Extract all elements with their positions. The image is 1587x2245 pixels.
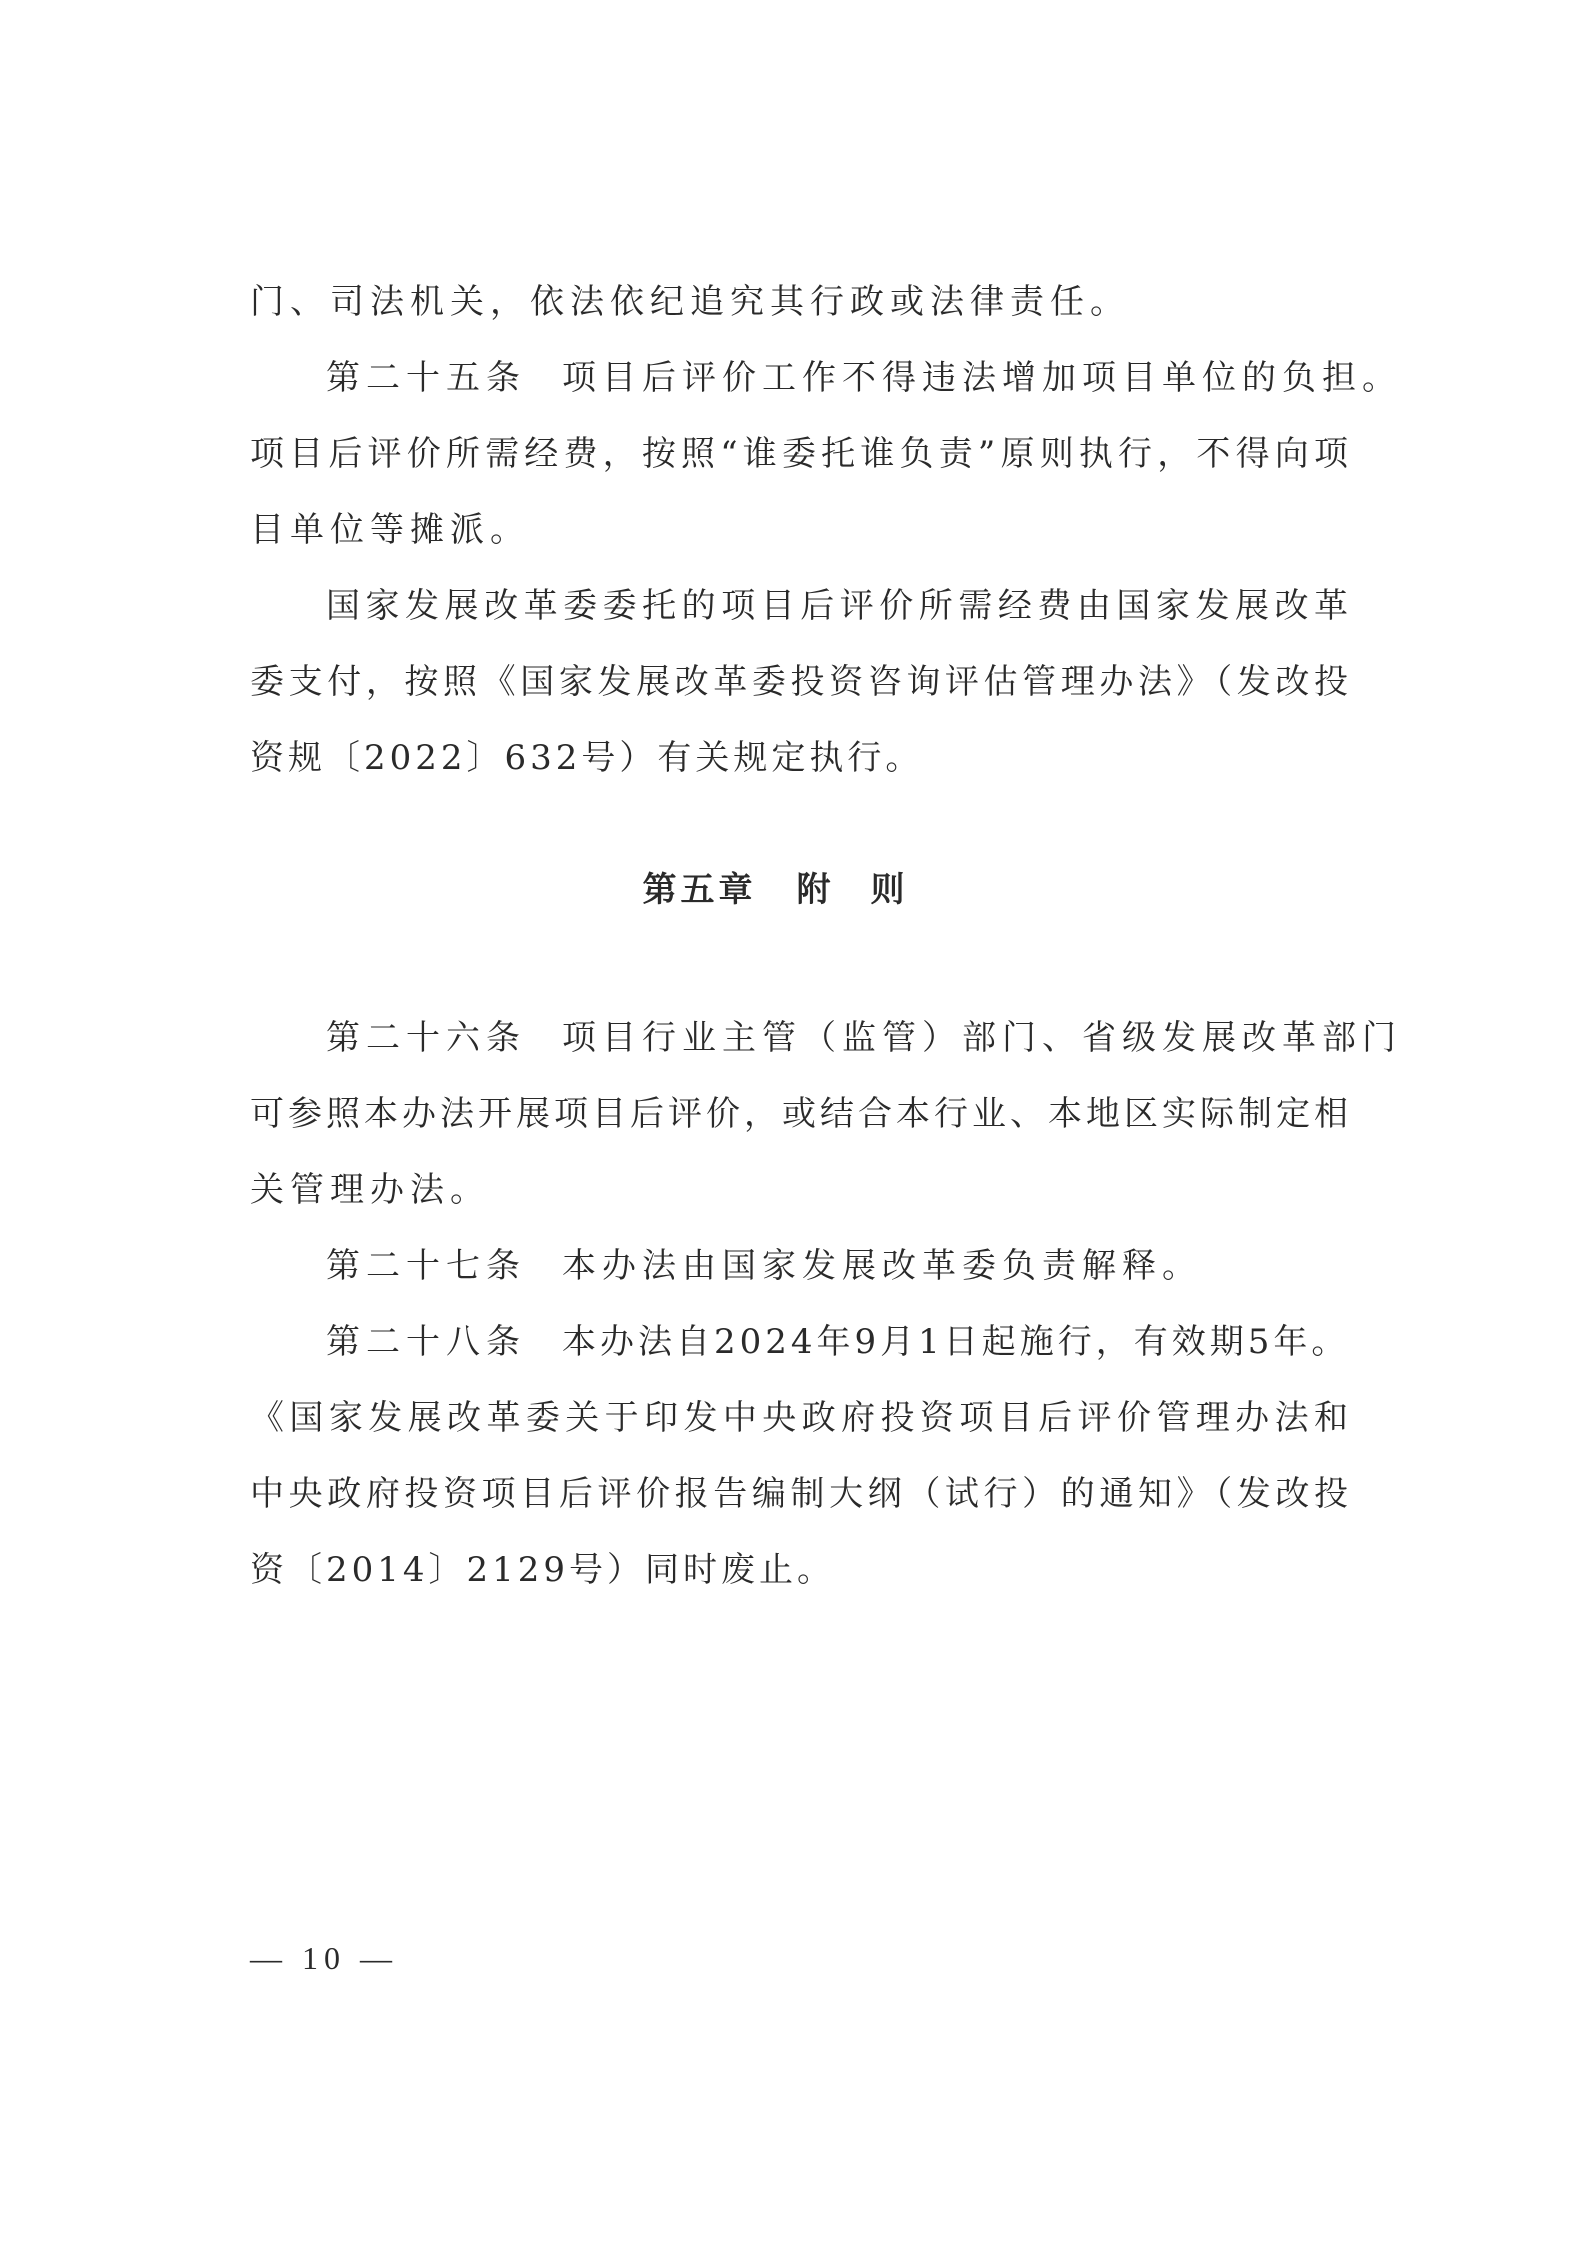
article-27-line	[326, 1246, 1350, 1286]
article-28-text: 本办法自2024年9月1日起施行，有效期5年。	[562, 1322, 1350, 1362]
text-line: 项目后评价所需经费，按照“谁委托谁负责”原则执行，不得向项	[250, 434, 1350, 474]
article-28-number: 第二十八条	[326, 1322, 526, 1362]
text-line: 《国家发展改革委关于印发中央政府投资项目后评价管理办法和	[250, 1398, 1350, 1438]
text-line: 资〔2014〕2129号）同时废止。	[250, 1550, 836, 1590]
chapter-heading	[0, 870, 1587, 910]
article-27-text: 本办法由国家发展改革委负责解释。	[562, 1246, 1202, 1286]
article-27-number: 第二十七条	[326, 1246, 526, 1286]
article-25-first-line	[326, 358, 1402, 398]
article-26-text: 项目行业主管（监管）部门、省级发展改革部门	[562, 1018, 1402, 1058]
text-line: 目单位等摊派。	[250, 510, 530, 550]
text-line: 国家发展改革委委托的项目后评价所需经费由国家发展改革	[326, 586, 1350, 626]
page-number: — 10 —	[250, 1940, 398, 1976]
text-line: 资规〔2022〕632号）有关规定执行。	[250, 738, 924, 778]
article-28-first-line	[326, 1322, 1350, 1362]
chapter-number: 第五章	[642, 870, 757, 910]
chapter-name: 附则	[796, 870, 945, 910]
text-line: 委支付，按照《国家发展改革委投资咨询评估管理办法》（发改投	[250, 662, 1350, 702]
article-26-number: 第二十六条	[326, 1018, 526, 1058]
text-line: 门、司法机关，依法依纪追究其行政或法律责任。	[250, 282, 1130, 322]
text-line: 关管理办法。	[250, 1170, 490, 1210]
article-25-text: 项目后评价工作不得违法增加项目单位的负担。	[562, 358, 1402, 398]
article-25-number: 第二十五条	[326, 358, 526, 398]
text-line: 中央政府投资项目后评价报告编制大纲（试行）的通知》（发改投	[250, 1474, 1350, 1514]
text-line: 可参照本办法开展项目后评价，或结合本行业、本地区实际制定相	[250, 1094, 1350, 1134]
article-26-first-line	[326, 1018, 1402, 1058]
